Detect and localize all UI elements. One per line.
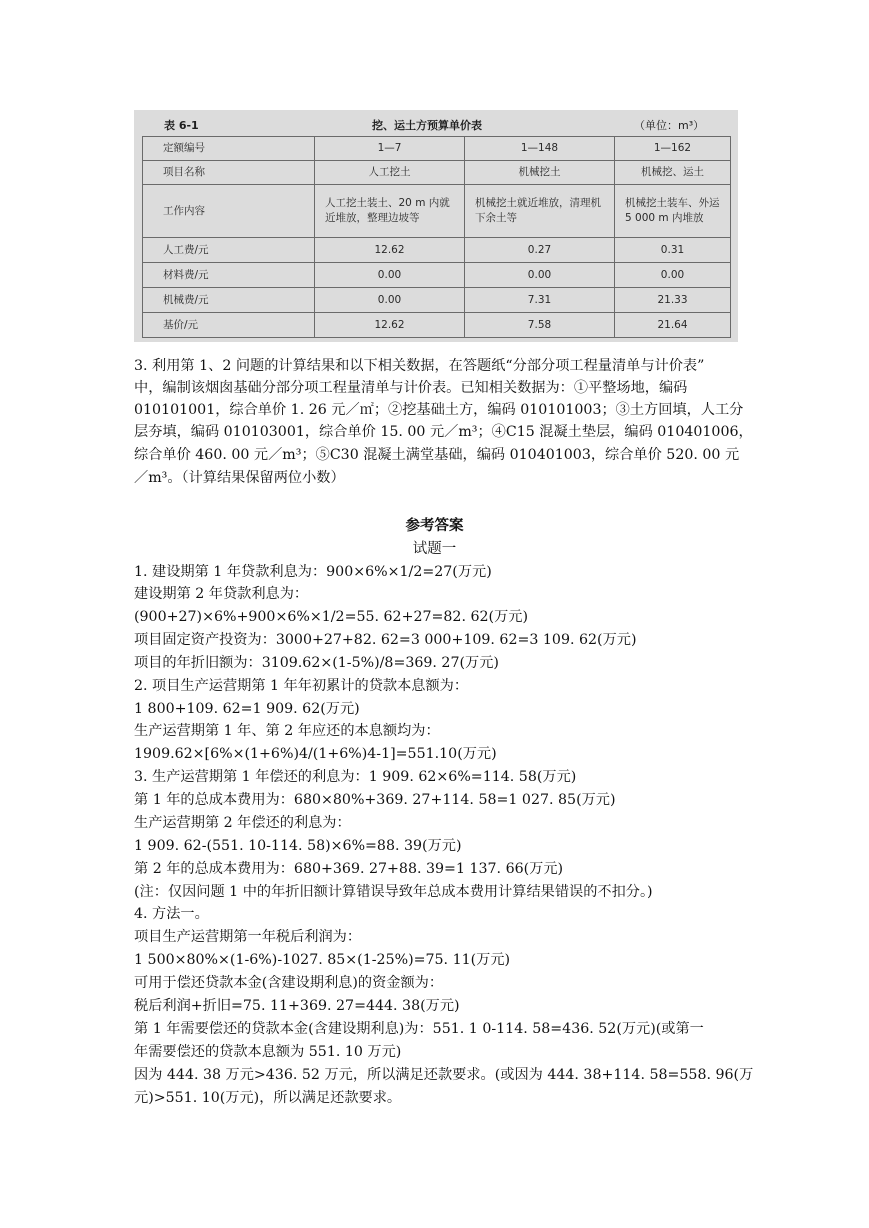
table-cell: 21.64 bbox=[615, 313, 731, 338]
table-row bbox=[143, 313, 731, 338]
table-cell: 7.31 bbox=[465, 288, 615, 313]
row-label: 工作内容 bbox=[143, 185, 315, 238]
row-label: 人工费/元 bbox=[143, 238, 315, 263]
answer-line: 第 1 年需要偿还的贷款本金(含建设期利息)为：551. 1 0-114. 58=436. 52(万元)(或第一 bbox=[134, 1021, 704, 1037]
row-label: 项目名称 bbox=[143, 161, 315, 185]
answer-line: 项目的年折旧额为：3109.62×(1-5%)/8=369. 27(万元) bbox=[134, 655, 499, 671]
answer-line: 3. 生产运营期第 1 年偿还的利息为：1 909. 62×6%=114. 58(万元) bbox=[134, 769, 577, 785]
row-label: 机械费/元 bbox=[143, 288, 315, 313]
table-row bbox=[143, 288, 731, 313]
table-cell: 12.62 bbox=[315, 238, 465, 263]
question-text-line: 中，编制该烟囱基础分部分项工程量清单与计价表。已知相关数据为：①平整场地，编码 bbox=[134, 380, 688, 396]
answer-heading: 参考答案 bbox=[405, 517, 464, 534]
table-cell: 1—148 bbox=[465, 137, 615, 161]
question-text-line: ／m³。（计算结果保留两位小数） bbox=[134, 470, 345, 486]
table-cell: 人工挖土 bbox=[315, 161, 465, 185]
table-cell: 0.31 bbox=[615, 238, 731, 263]
answer-line: 建设期第 2 年贷款利息为： bbox=[134, 586, 309, 602]
table-title: 挖、运土方预算单价表 bbox=[372, 119, 482, 132]
table-cell: 0.00 bbox=[615, 263, 731, 288]
answer-line: 第 1 年的总成本费用为：680×80%+369. 27+114. 58=1 027. 85(万元) bbox=[134, 792, 616, 808]
answer-line: 项目固定资产投资为：3000+27+82. 62=3 000+109. 62=3 109. 62(万元) bbox=[134, 632, 637, 648]
table-cell: 0.00 bbox=[315, 263, 465, 288]
table-row bbox=[143, 263, 731, 288]
answer-line: 1 800+109. 62=1 909. 62(万元) bbox=[134, 701, 360, 717]
table-cell: 0.27 bbox=[465, 238, 615, 263]
table-cell: 机械挖土就近堆放，清理机下余土等 bbox=[465, 185, 615, 238]
table-cell: 机械挖土 bbox=[465, 161, 615, 185]
answer-line: 生产运营期第 2 年偿还的利息为： bbox=[134, 815, 351, 831]
answer-line: 1 909. 62-(551. 10-114. 58)×6%=88. 39(万元) bbox=[134, 838, 462, 854]
answer-line: 可用于偿还贷款本金(含建设期利息)的资金额为： bbox=[134, 975, 444, 991]
answer-line: 项目生产运营期第一年税后利润为： bbox=[134, 929, 362, 945]
table-cell: 1—162 bbox=[615, 137, 731, 161]
table-cell: 机械挖土装车、外运 5 000 m 内堆放 bbox=[615, 185, 731, 238]
answer-line: 1909.62×[6%×(1+6%)4/(1+6%)4-1]=551.10(万元) bbox=[134, 746, 497, 762]
scanned-table-image bbox=[134, 110, 738, 342]
table-cell: 0.00 bbox=[315, 288, 465, 313]
question-text-line: 综合单价 460. 00 元／m³；⑤C30 混凝土满堂基础，编码 010401003，综合单价 520. 00 元 bbox=[134, 447, 740, 463]
table-row bbox=[143, 161, 731, 185]
answer-line: 生产运营期第 1 年、第 2 年应还的本息额均为： bbox=[134, 723, 440, 739]
answer-line: (900+27)×6%+900×6%×1/2=55. 62+27=82. 62(万元) bbox=[134, 609, 528, 625]
table-cell: 机械挖、运土 bbox=[615, 161, 731, 185]
answer-line: 第 2 年的总成本费用为：680+369. 27+88. 39=1 137. 66(万元) bbox=[134, 861, 564, 877]
table-cell: 21.33 bbox=[615, 288, 731, 313]
table-caption bbox=[134, 110, 738, 136]
answer-line: 税后利润+折旧=75. 11+369. 27=444. 38(万元) bbox=[134, 998, 460, 1014]
table-cell: 1—7 bbox=[315, 137, 465, 161]
answer-note: (注：仅因问题 1 中的年折旧额计算错误导致年总成本费用计算结果错误的不扣分。) bbox=[134, 884, 653, 900]
answer-line: 4. 方法一。 bbox=[134, 906, 209, 922]
answer-line: 因为 444. 38 万元>436. 52 万元，所以满足还款要求。(或因为 444. 38+114. 58=558. 96(万 bbox=[134, 1067, 754, 1083]
question-text-line: 010101001，综合单价 1. 26 元／㎡；②挖基础土方，编码 010101003；③土方回填，人工分 bbox=[134, 402, 744, 418]
table-cell: 12.62 bbox=[315, 313, 465, 338]
answer-subheading: 试题一 bbox=[412, 541, 457, 557]
answer-line: 2. 项目生产运营期第 1 年年初累计的贷款本息额为： bbox=[134, 678, 469, 694]
table-number: 表 6-1 bbox=[164, 119, 199, 132]
question-text-line: 3. 利用第 1、2 问题的计算结果和以下相关数据，在答题纸“分部分项工程量清单与计价表” bbox=[134, 358, 705, 374]
table-cell: 0.00 bbox=[465, 263, 615, 288]
table-row bbox=[143, 238, 731, 263]
table-row bbox=[143, 137, 731, 161]
table-row bbox=[143, 185, 731, 238]
table-cell: 7.58 bbox=[465, 313, 615, 338]
answer-line: 年需要偿还的贷款本息额为 551. 10 万元) bbox=[134, 1044, 402, 1060]
table-cell: 人工挖土装土、20 m 内就近堆放，整理边坡等 bbox=[315, 185, 465, 238]
unit-price-table bbox=[142, 136, 731, 338]
question-text-line: 层夯填，编码 010103001，综合单价 15. 00 元／m³；④C15 混凝土垫层，编码 010401006， bbox=[134, 424, 753, 440]
row-label: 基价/元 bbox=[143, 313, 315, 338]
row-label: 材料费/元 bbox=[143, 263, 315, 288]
table-unit: （单位：m³） bbox=[634, 119, 705, 132]
answer-line: 1. 建设期第 1 年贷款利息为：900×6%×1/2=27(万元) bbox=[134, 564, 492, 580]
answer-line: 1 500×80%×(1-6%)-1027. 85×(1-25%)=75. 11(万元) bbox=[134, 952, 511, 968]
row-label: 定额编号 bbox=[143, 137, 315, 161]
answer-line: 元)>551. 10(万元)，所以满足还款要求。 bbox=[134, 1090, 402, 1106]
